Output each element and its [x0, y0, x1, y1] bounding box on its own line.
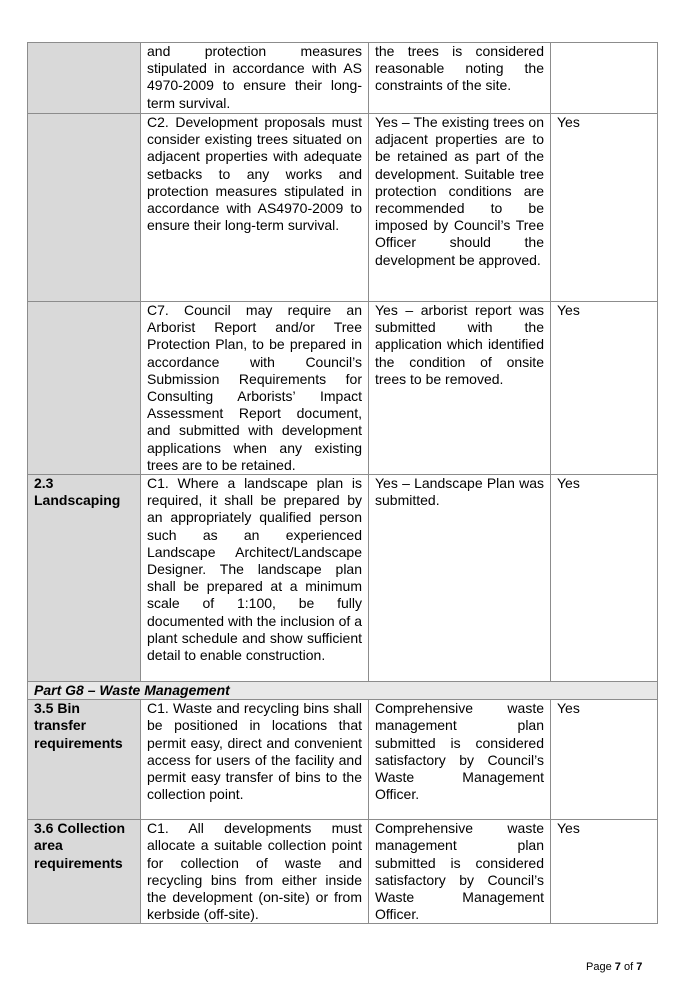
comment-cell: Comprehensive waste management plan submitted is considered satisfactory by Council’s Waste Management Officer.	[369, 700, 551, 820]
assessment-table	[27, 42, 658, 924]
complies-cell: Yes	[551, 475, 658, 682]
page-of: of	[623, 961, 634, 973]
page-total: 7	[636, 961, 643, 973]
control-cell: C7. Council may require an Arborist Report and/or Tree Protection Plan, to be prepared in accordance with Council’s Submission Requirements for Consulting Arborists’ Impact Assessment Report document, and submitted with development applications when any existing trees are to be retained.	[141, 302, 369, 475]
section-cell	[28, 43, 141, 114]
part-heading-row	[28, 682, 658, 700]
section-cell	[28, 302, 141, 475]
table-row	[28, 820, 658, 924]
page-current: 7	[614, 961, 621, 973]
complies-cell: Yes	[551, 700, 658, 820]
comment-cell: Yes – arborist report was submitted with the application which identified the condition of onsite trees to be removed.	[369, 302, 551, 475]
table-row	[28, 114, 658, 302]
control-cell: C1. Waste and recycling bins shall be positioned in locations that permit easy, direct and convenient access for users of the facility and permit easy transfer of bins to the collection point.	[141, 700, 369, 820]
comment-cell: Yes – Landscape Plan was submitted.	[369, 475, 551, 682]
complies-cell: Yes	[551, 820, 658, 924]
page-label: Page	[586, 961, 612, 973]
comment-cell: Yes – The existing trees on adjacent properties are to be retained as part of the development. Suitable tree protection conditions are recommended to be imposed by Council’s Tree Officer should the development be approved.	[369, 114, 551, 302]
part-heading: Part G8 – Waste Management	[28, 682, 658, 700]
control-cell: C1. All developments must allocate a suitable collection point for collection of waste and recycling bins from either inside the development (on-site) or from kerbside (off-site).	[141, 820, 369, 924]
control-cell: C2. Development proposals must consider existing trees situated on adjacent properties with adequate setbacks to any works and protection measures stipulated in accordance with AS4970-2009 to ensure their long-term survival.	[141, 114, 369, 302]
complies-cell: Yes	[551, 302, 658, 475]
table-row	[28, 475, 658, 682]
comment-cell: the trees is considered reasonable noting the constraints of the site.	[369, 43, 551, 114]
section-cell: 2.3 Landscaping	[28, 475, 141, 682]
complies-cell	[551, 43, 658, 114]
table-row	[28, 43, 658, 114]
complies-cell: Yes	[551, 114, 658, 302]
table-row	[28, 302, 658, 475]
section-cell: 3.5 Bin transfer requirements	[28, 700, 141, 820]
section-cell	[28, 114, 141, 302]
comment-cell: Comprehensive waste management plan submitted is considered satisfactory by Council’s Waste Management Officer.	[369, 820, 551, 924]
page-number	[586, 961, 642, 973]
control-cell: and protection measures stipulated in accordance with AS 4970-2009 to ensure their long-term survival.	[141, 43, 369, 114]
section-cell: 3.6 Collection area requirements	[28, 820, 141, 924]
table-row	[28, 700, 658, 820]
control-cell: C1. Where a landscape plan is required, it shall be prepared by an appropriately qualified person such as an experienced Landscape Architect/Landscape Designer. The landscape plan shall be prepared at a minimum scale of 1:100, be fully documented with the inclusion of a plant schedule and show sufficient detail to enable construction.	[141, 475, 369, 682]
